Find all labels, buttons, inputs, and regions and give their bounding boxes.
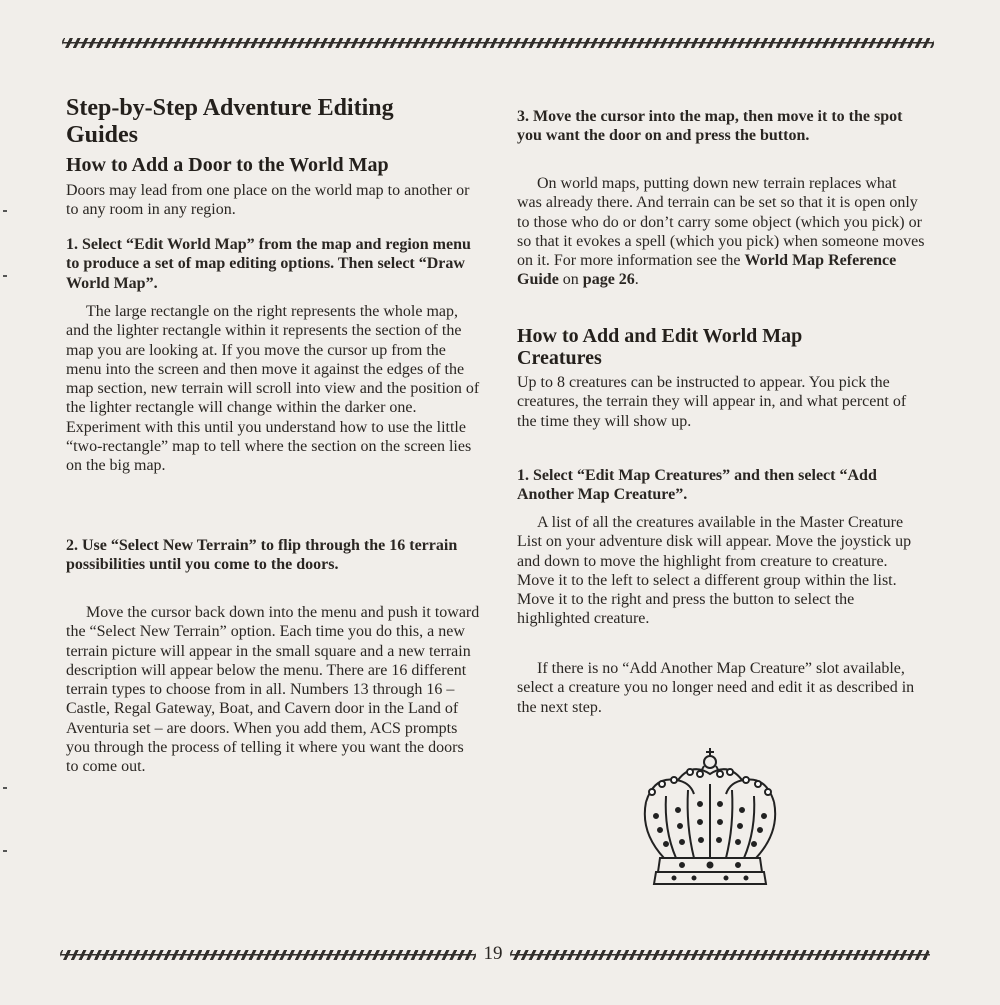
step-body-text: . [634, 271, 639, 289]
step-body: The large rectangle on the right represents the whole map, and the lighter rectangle within it represents the section of the map you are looking at. If you move the cursor up from the menu into the screen and then move it against the edges of the map section, new terrain will scroll into view and the position of the lighter rectangle will change within the darker one. Experiment with this until you understand how to use the little “two-rectangle” map to tell where the section on the screen lies on the big map. [66, 303, 480, 475]
rope-border-bottom-right [510, 948, 930, 962]
page-title: Step-by-Step Adventure Editing Guides [66, 95, 394, 148]
step-body: Move the cursor back down into the menu and push it toward the “Select New Terrain” option. Each time you do this, a new terrain picture will appear in the small square and a new terrain description will appear below the menu. There are 16 different terrain types to choose from in all. Numbers 13 through 16 – Castle, Regal Gateway, Boat, and Cavern door in the Land of Aventuria set – are doors. When you add them, ACS prompts you through the process of telling it where you want the doors to come out. [66, 604, 480, 776]
crown-icon [634, 744, 786, 894]
step-body [517, 174, 925, 290]
section-heading-add-door: How to Add a Door to the World Map [66, 154, 389, 176]
step-body-text: On world maps, putting down new terrain replaces what was already there. And terrain can be set so that it is open only to those who do or don’t carry some object (which you pick) or so that it evokes a spell (which you pick) when someone moves on it. For more information see the [517, 175, 925, 270]
section-intro: Doors may lead from one place on the world map to another or to any room in any region. [66, 182, 470, 219]
section-heading-map-creatures: How to Add and Edit World Map Creatures [517, 325, 803, 369]
step-heading: 1. Select “Edit World Map” from the map and region menu to produce a set of map editing options. Then select “Draw World Map”. [66, 236, 471, 292]
step-heading: 1. Select “Edit Map Creatures” and then select “Add Another Map Creature”. [517, 467, 877, 504]
step-body: If there is no “Add Another Map Creature” slot available, select a creature you no longer need and edit it as described in the next step. [517, 660, 915, 716]
rope-border-bottom-left [60, 948, 476, 962]
section-intro: Up to 8 creatures can be instructed to appear. You pick the creatures, the terrain they will appear in, and what percent of the time they will show up. [517, 374, 907, 430]
margin-mark [3, 275, 7, 277]
reference-link: World Map Reference Guide [517, 252, 897, 289]
margin-mark [3, 787, 7, 789]
rope-border-top [62, 36, 934, 50]
step-body: A list of all the creatures available in the Master Creature List on your adventure disk will appear. Move the joystick up and down to move the highlight from creature to creature. Move it to the left to select a different group within the list. Move it to the right and press the button to select the highlighted creature. [517, 514, 912, 628]
margin-mark [3, 850, 7, 852]
margin-mark [3, 210, 7, 212]
step-heading: 3. Move the cursor into the map, then move it to the spot you want the door on and press the button. [517, 108, 903, 145]
page-reference: page 26 [582, 271, 635, 289]
step-body-text: on [558, 271, 583, 289]
step-heading: 2. Use “Select New Terrain” to flip through the 16 terrain possibilities until you come to the doors. [66, 537, 458, 574]
page-number: 19 [483, 943, 503, 964]
